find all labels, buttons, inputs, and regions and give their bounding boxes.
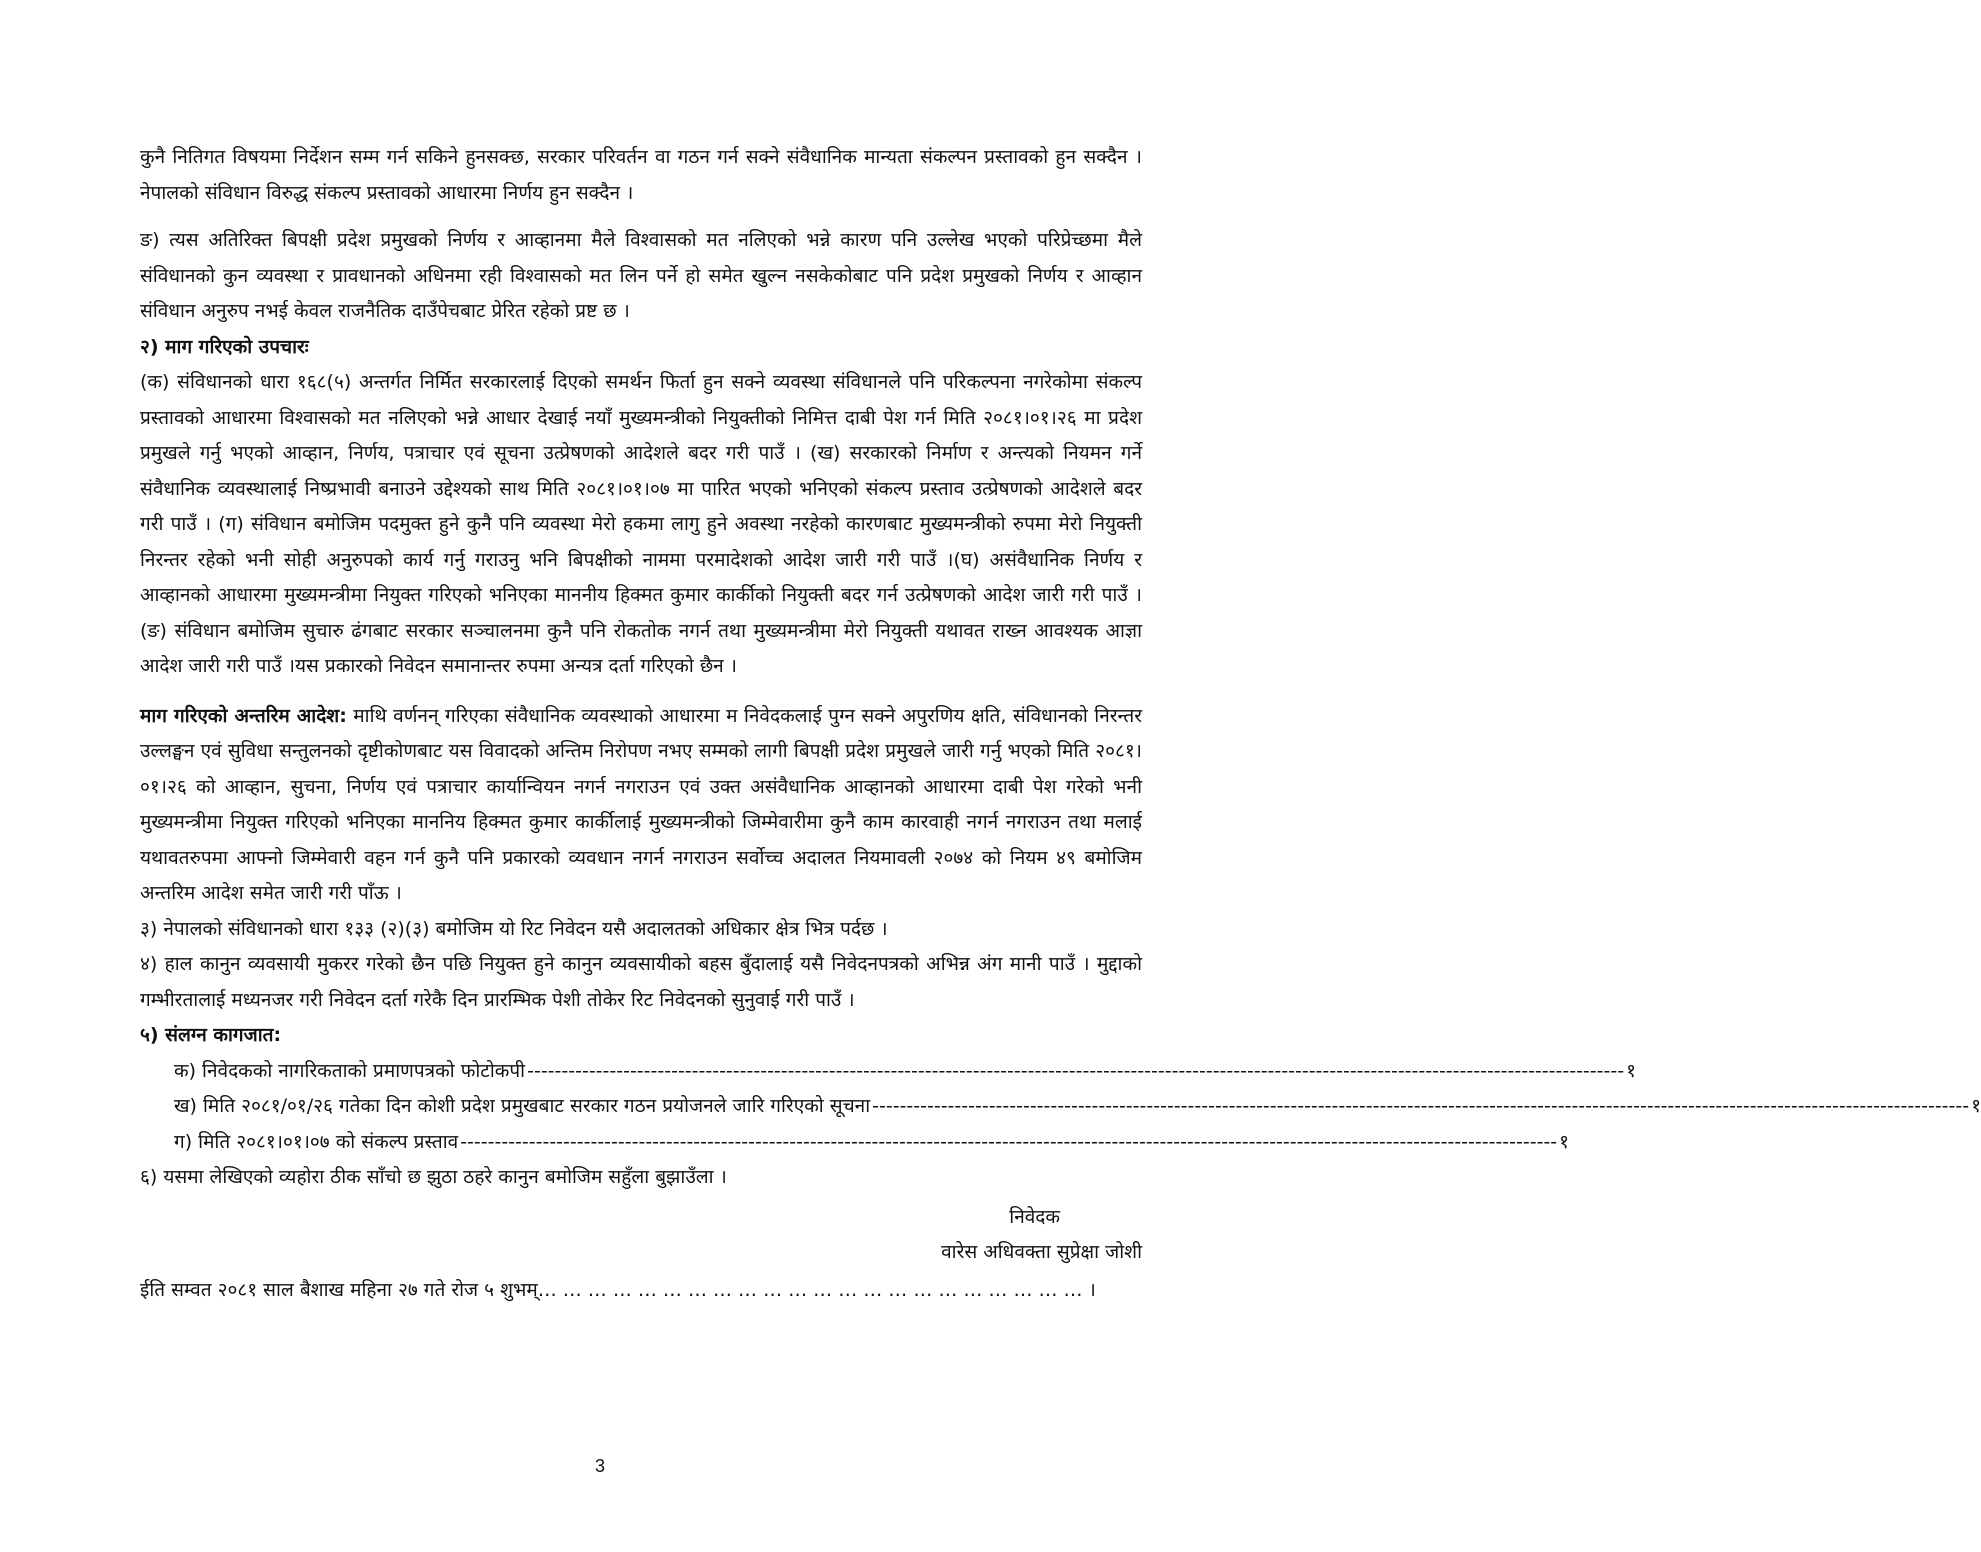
attachment-count: १ [1971,1095,1981,1117]
interim-order-lead: माग गरिएको अन्तरिम आदेश: [140,704,347,727]
attachment-item [174,1054,1636,1090]
attachment-count: १ [1626,1059,1636,1082]
attachment-item [174,1125,1570,1161]
attachment-leader: ---------------------------------------------------------------------------------------------------------------------------------------------------------------- [460,1130,1558,1153]
attachment-leader: ---------------------------------------------------------------------------------------------------------------------------------------------------------------- [872,1095,1970,1117]
interim-order-text: माथि वर्णनन् गरिएका संवैधानिक व्यवस्थाको आधारमा म निवेदकलाई पुग्न सक्ने अपुरणिय क्षति, संविधानको निरन्तर उल्लङ्घन एवं सुविधा सन्तुलनको दृष्टीकोणबाट यस विवादको अन्तिम निरोपण नभए सम्मको लागी बिपक्षी प्रदेश प्रमुखले जारी गर्नु भएको मिति २०८१।०१।२६ को आव्हान, सुचना, निर्णय एवं पत्राचार कार्यान्वियन नगर्न नगराउन एवं उक्त असंवैधानिक आव्हानको आधारमा दाबी पेश गरेको भनी मुख्यमन्त्रीमा नियुक्त गरिएको भनिएका माननिय हिक्मत कुमार कार्कीलाई मुख्यमन्त्रीको जिम्मेवारीमा कुनै काम कारवाही नगर्न नगराउन तथा मलाई यथावतरुपमा आफ्नो जिम्मेवारी वहन गर्न कुनै पनि प्रकारको व्यवधान नगर्न नगराउन सर्वोच्च अदालत नियमावली २०७४ को नियम ४९ बमोजिम अन्तरिम आदेश समेत जारी गरी पाँऊ । [140,704,1142,904]
signature-name: वारेस अधिवक्ता सुप्रेक्षा जोशी [941,1241,1142,1263]
paragraph-nga: ङ) त्यस अतिरिक्त बिपक्षी प्रदेश प्रमुखको निर्णय र आव्हानमा मैले विश्वासको मत नलिएको भन्ने कारण पनि उल्लेख भएको परिप्रेच्छमा मैले संविधानको कुन व्यवस्था र प्रावधानको अधिनमा रही विश्वासको मत लिन पर्ने हो समेत खुल्न नसकेकोबाट पनि प्रदेश प्रमुखको निर्णय र आव्हान संविधान अनुरुप नभई केवल राजनैतिक दाउँपेचबाट प्रेरित रहेको प्रष्ट छ । [140,229,1142,322]
attachment-count: १ [1559,1130,1570,1153]
paragraph-remedies: (क) संविधानको धारा १६८(५) अन्तर्गत निर्मित सरकारलाई दिएको समर्थन फिर्ता हुन सक्ने व्यवस्था संविधानले पनि परिकल्पना नगरेकोमा संकल्प प्रस्तावको आधारमा विश्वासको मत नलिएको भन्ने आधार देखाई नयाँ मुख्यमन्त्रीको नियुक्तीको निमित्त दाबी पेश गर्न मिति २०८१।०१।२६ मा प्रदेश प्रमुखले गर्नु भएको आव्हान, निर्णय, पत्राचार एवं सूचना उत्प्रेषणको आदेशले बदर गरी पाउँ । (ख) सरकारको निर्माण र अन्त्यको नियमन गर्ने संवैधानिक व्यवस्थालाई निष्प्रभावी बनाउने उद्देश्यको साथ मिति २०८१।०१।०७ मा पारित भएको भनिएको संकल्प प्रस्ताव उत्प्रेषणको आदेशले बदर गरी पाउँ । (ग) संविधान बमोजिम पदमुक्त हुने कुनै पनि व्यवस्था मेरो हकमा लागु हुने अवस्था नरहेको कारणबाट मुख्यमन्त्रीको रुपमा मेरो नियुक्ती निरन्तर रहेको भनी सोही अनुरुपको कार्य गर्नु गराउनु भनि बिपक्षीको नाममा परमादेशको आदेश जारी गरी पाउँ ।(घ) असंवैधानिक निर्णय र आव्हानको आधारमा मुख्यमन्त्रीमा नियुक्त गरिएको भनिएका माननीय हिक्मत कुमार कार्कीको नियुक्ती बदर गर्न उत्प्रेषणको आदेश जारी गरी पाउँ । (ङ) संविधान बमोजिम सुचारु ढंगबाट सरकार सञ्चालनमा कुनै पनि रोकतोक नगर्न तथा मुख्यमन्त्रीमा मेरो नियुक्ती यथावत राख्न आवश्यक आज्ञा आदेश जारी गरी पाउँ ।यस प्रकारको निवेदन समानान्तर रुपमा अन्यत्र दर्ता गरिएको छैन । [140,371,1142,677]
attachment-label: क) निवेदकको नागरिकताको प्रमाणपत्रको फोटोकपी [174,1059,526,1082]
attachment-label: ग) मिति २०८१।०१।०७ को संकल्प प्रस्ताव [174,1130,459,1153]
attachment-item [174,1089,1981,1125]
heading-remedy-sought: २) माग गरिएको उपचारः [140,335,309,358]
paragraph-continuation: कुनै नितिगत विषयमा निर्देशन सम्म गर्न सकिने हुनसक्छ, सरकार परिवर्तन वा गठन गर्न सक्ने संवैधानिक मान्यता संकल्पन प्रस्तावको हुन सक्दैन । नेपालको संविधान विरुद्ध संकल्प प्रस्तावको आधारमा निर्णय हुन सक्दैन । [140,146,1142,204]
paragraph-interim-order [140,699,1142,912]
attachment-label: ख) मिति २०८१/०१/२६ गतेका दिन कोशी प्रदेश प्रमुखबाट सरकार गठन प्रयोजनले जारि गरिएको सूचना [174,1095,871,1117]
paragraph-declaration: ६) यसमा लेखिएको व्यहोरा ठीक साँचो छ झुठा ठहरे कानुन बमोजिम सहुँला बुझाउँला । [140,1166,727,1188]
date-footer: ईति सम्वत २०८१ साल बैशाख महिना २७ गते रोज ५ शुभम्… … … … … … … … … … … … … … … … … … … … … … । [140,1278,1096,1301]
attachment-leader: ---------------------------------------------------------------------------------------------------------------------------------------------------------------- [527,1059,1625,1082]
heading-attachments: ५) संलग्न कागजात: [140,1024,282,1046]
paragraph-jurisdiction: ३) नेपालको संविधानको धारा १३३ (२)(३) बमोजिम यो रिट निवेदन यसै अदालतको अधिकार क्षेत्र भित्र पर्दछ । [140,917,888,940]
paragraph-lawyer: ४) हाल कानुन व्यवसायी मुकरर गरेको छैन पछि नियुक्त हुने कानुन व्यवसायीको बहस बुँदालाई यसै निवेदनपत्रको अभिन्न अंग मानी पाउँ । मुद्दाको गम्भीरतालाई मध्यनजर गरी निवेदन दर्ता गरेकै दिन प्रारम्भिक पेशी तोकेर रिट निवेदनको सुनुवाई गरी पाउँ । [140,953,1142,1011]
attachment-list [140,1054,1981,1161]
signature-role: निवेदक [1009,1205,1060,1228]
page-number: 3 [594,1456,605,1476]
